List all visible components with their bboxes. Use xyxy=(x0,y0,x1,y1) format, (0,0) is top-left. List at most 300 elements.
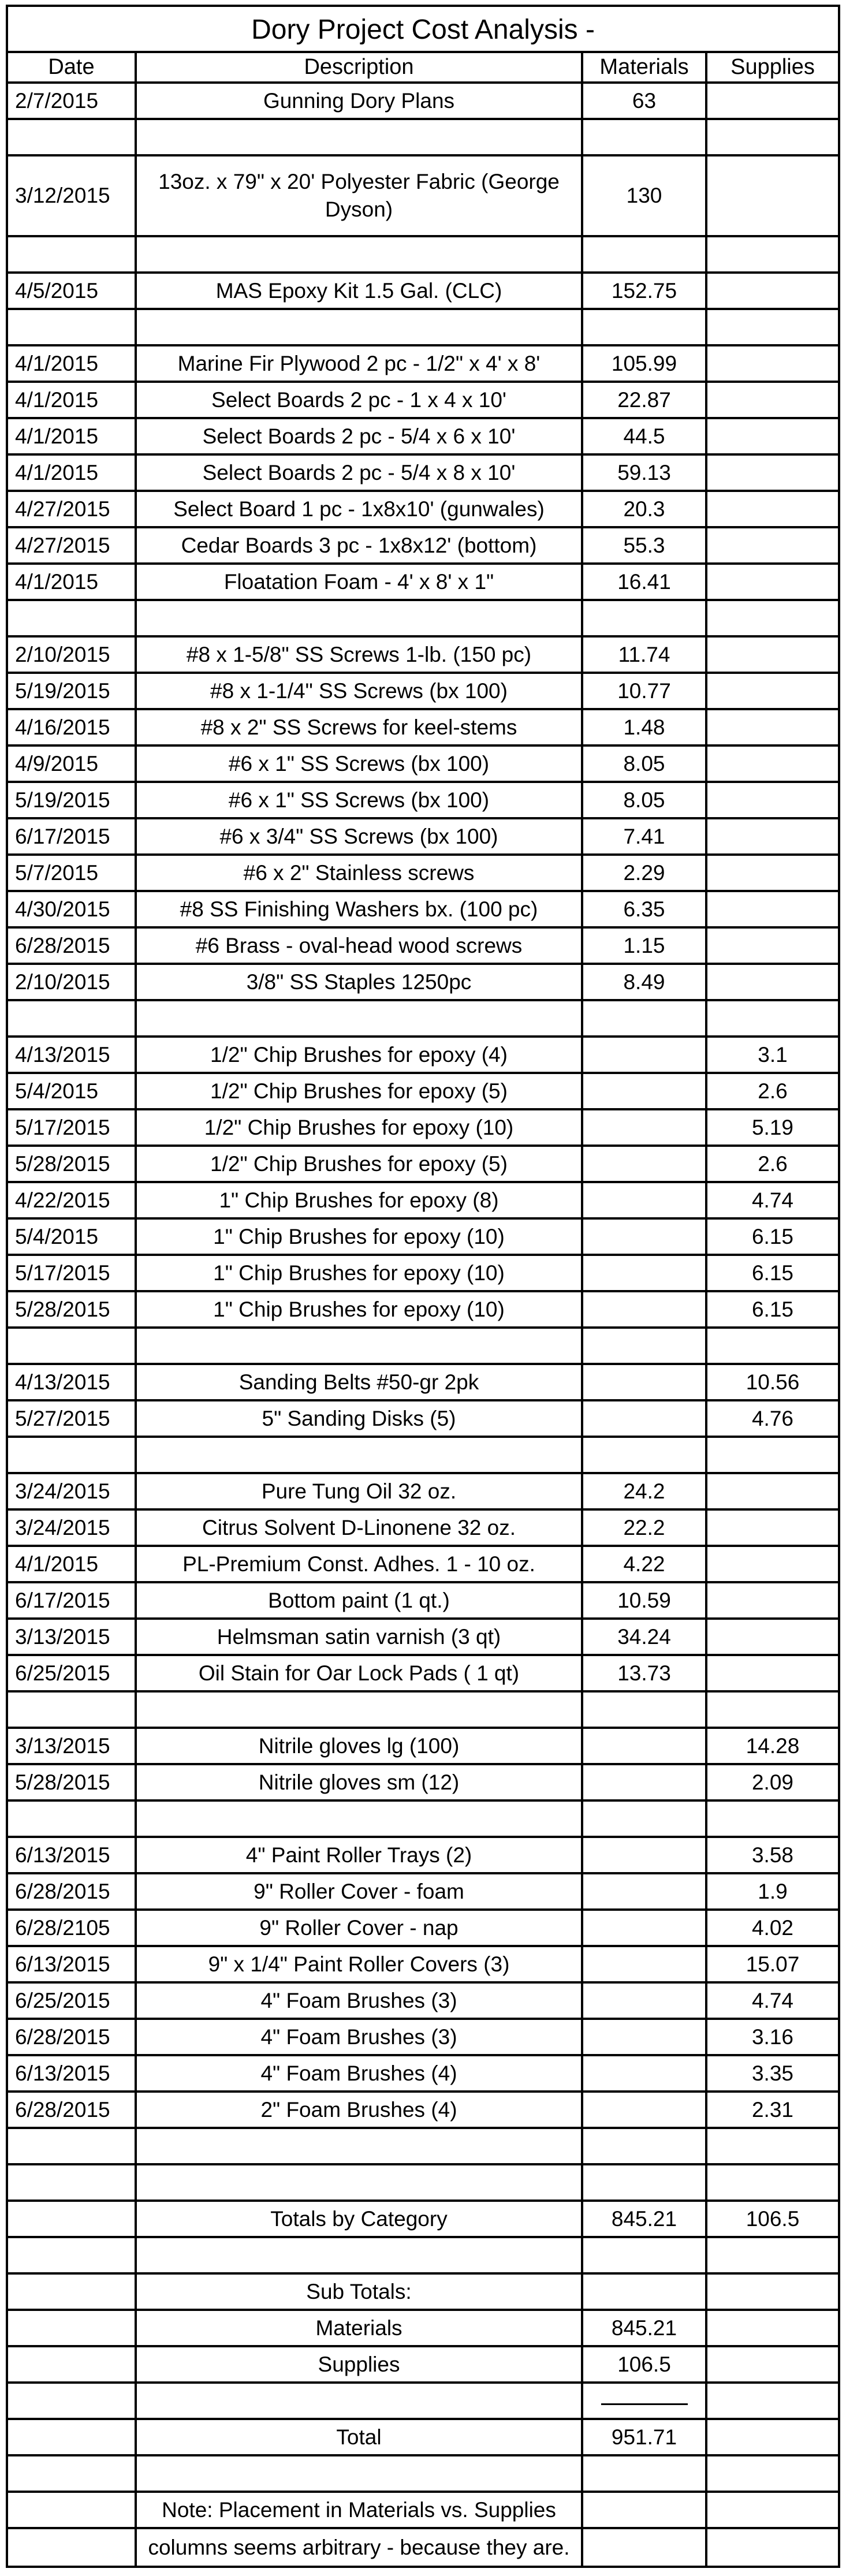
description-cell: #8 x 1-1/4" SS Screws (bx 100) xyxy=(137,674,583,708)
materials-cell: 55.3 xyxy=(583,528,707,562)
table-row xyxy=(8,1038,838,1074)
description-cell: Sub Totals: xyxy=(137,2275,583,2309)
date-cell: 5/17/2015 xyxy=(8,1256,137,1290)
table-row xyxy=(8,237,838,274)
supplies-cell: 14.28 xyxy=(746,1734,800,1758)
materials-cell: 1.48 xyxy=(583,710,707,744)
materials-cell xyxy=(583,2275,707,2309)
supplies-cell xyxy=(707,2238,838,2272)
table-row xyxy=(8,1874,838,1911)
table-row xyxy=(8,2420,838,2456)
description-cell: 1" Chip Brushes for epoxy (10) xyxy=(137,1220,583,1254)
supplies-cell: 4.76 xyxy=(751,1406,793,1430)
date-cell: 3/24/2015 xyxy=(8,1474,137,1508)
header-row xyxy=(8,53,838,84)
supplies-cell: 2.09 xyxy=(751,1770,793,1794)
description-cell: #6 x 3/4" SS Screws (bx 100) xyxy=(137,819,583,853)
supplies-cell xyxy=(707,892,838,926)
materials-cell: 8.05 xyxy=(583,747,707,781)
date-cell: 3/24/2015 xyxy=(8,1511,137,1545)
materials-cell xyxy=(583,1765,707,1799)
table-row xyxy=(8,1838,838,1874)
description-cell xyxy=(137,2456,583,2491)
description-cell: Select Boards 2 pc - 5/4 x 6 x 10' xyxy=(137,419,583,453)
description-cell: Gunning Dory Plans xyxy=(137,84,583,118)
table-row xyxy=(8,2020,838,2056)
table-row xyxy=(8,601,838,638)
table-row xyxy=(8,1183,838,1220)
date-cell: 5/4/2015 xyxy=(8,1220,137,1254)
supplies-cell xyxy=(707,1802,838,1836)
materials-cell: 10.77 xyxy=(583,674,707,708)
description-cell: Citrus Solvent D-Linonene 32 oz. xyxy=(137,1511,583,1545)
supplies-cell xyxy=(707,1547,838,1581)
table-row xyxy=(8,2129,838,2165)
table-row xyxy=(8,1947,838,1984)
supplies-cell xyxy=(707,1511,838,1545)
supplies-cell: 6.15 xyxy=(751,1261,793,1285)
description-cell: #8 SS Finishing Washers bx. (100 pc) xyxy=(137,892,583,926)
materials-cell xyxy=(583,120,707,154)
table-row xyxy=(8,1329,838,1365)
table-row xyxy=(8,2529,838,2566)
materials-cell xyxy=(583,2129,707,2163)
table-row xyxy=(8,1401,838,1438)
materials-cell xyxy=(583,2020,707,2054)
description-cell: 1/2" Chip Brushes for epoxy (4) xyxy=(137,1038,583,1072)
date-cell: 5/28/2015 xyxy=(8,1147,137,1181)
date-cell: 2/10/2015 xyxy=(8,965,137,999)
materials-cell: 106.5 xyxy=(583,2347,707,2381)
materials-cell xyxy=(583,1001,707,1035)
supplies-cell xyxy=(707,383,838,417)
supplies-cell xyxy=(707,601,838,635)
table-row xyxy=(8,2275,838,2311)
supplies-cell xyxy=(707,156,838,235)
date-cell: 5/17/2015 xyxy=(8,1110,137,1145)
materials-cell xyxy=(583,1365,707,1399)
date-cell: 4/22/2015 xyxy=(8,1183,137,1217)
supplies-cell: 4.74 xyxy=(751,1988,793,2012)
date-cell xyxy=(8,2493,137,2527)
materials-cell: 59.13 xyxy=(583,456,707,490)
description-cell: 5" Sanding Disks (5) xyxy=(137,1401,583,1436)
materials-cell xyxy=(583,1838,707,1872)
table-row xyxy=(8,1292,838,1329)
date-cell: 3/13/2015 xyxy=(8,1620,137,1654)
supplies-cell xyxy=(707,1438,838,1472)
description-cell xyxy=(137,2238,583,2272)
supplies-cell xyxy=(707,120,838,154)
materials-cell xyxy=(583,2093,707,2127)
table-row xyxy=(8,1220,838,1256)
supplies-cell xyxy=(707,856,838,890)
materials-cell xyxy=(583,1984,707,2018)
table-row xyxy=(8,856,838,892)
description-cell: MAS Epoxy Kit 1.5 Gal. (CLC) xyxy=(137,274,583,308)
description-cell: Helmsman satin varnish (3 qt) xyxy=(137,1620,583,1654)
materials-cell xyxy=(583,2456,707,2491)
date-cell xyxy=(8,2384,137,2418)
materials-cell: 24.2 xyxy=(583,1474,707,1508)
date-cell: 5/7/2015 xyxy=(8,856,137,890)
description-cell: 9" x 1/4" Paint Roller Covers (3) xyxy=(137,1947,583,1981)
description-cell: #8 x 2" SS Screws for keel-stems xyxy=(137,710,583,744)
table-row xyxy=(8,1911,838,1947)
description-cell: 3/8" SS Staples 1250pc xyxy=(137,965,583,999)
description-cell: 4" Foam Brushes (3) xyxy=(137,2020,583,2054)
date-cell xyxy=(8,2456,137,2491)
date-cell: 6/25/2015 xyxy=(8,1656,137,1690)
description-cell: Select Boards 2 pc - 1 x 4 x 10' xyxy=(137,383,583,417)
supplies-cell xyxy=(707,310,838,344)
supplies-cell xyxy=(707,528,838,562)
table-row xyxy=(8,2456,838,2493)
supplies-cell xyxy=(707,2347,838,2381)
description-cell: #8 x 1-5/8" SS Screws 1-lb. (150 pc) xyxy=(137,638,583,672)
supplies-cell: 4.74 xyxy=(751,1188,793,1212)
date-cell: 5/19/2015 xyxy=(8,674,137,708)
table-row xyxy=(8,383,838,419)
description-cell: 1" Chip Brushes for epoxy (10) xyxy=(137,1256,583,1290)
date-cell xyxy=(8,310,137,344)
date-cell: 6/13/2015 xyxy=(8,2056,137,2090)
date-cell: 3/12/2015 xyxy=(8,156,137,235)
materials-cell xyxy=(583,2493,707,2527)
date-cell xyxy=(8,1001,137,1035)
description-cell: Nitrile gloves sm (12) xyxy=(137,1765,583,1799)
description-cell: 4" Foam Brushes (4) xyxy=(137,2056,583,2090)
date-cell xyxy=(8,1693,137,1727)
materials-cell xyxy=(583,1947,707,1981)
materials-cell xyxy=(583,1329,707,1363)
supplies-cell xyxy=(707,929,838,963)
table-row xyxy=(8,2056,838,2093)
header-materials: Materials xyxy=(583,53,707,81)
table-row xyxy=(8,638,838,674)
date-cell: 4/1/2015 xyxy=(8,565,137,599)
supplies-cell xyxy=(707,419,838,453)
date-cell: 4/1/2015 xyxy=(8,419,137,453)
table-row xyxy=(8,1620,838,1656)
table-row xyxy=(8,2165,838,2202)
supplies-cell xyxy=(707,1583,838,1617)
materials-cell xyxy=(583,1147,707,1181)
date-cell xyxy=(8,601,137,635)
table-row xyxy=(8,965,838,1001)
description-cell xyxy=(137,2165,583,2200)
description-cell: Sanding Belts #50-gr 2pk xyxy=(137,1365,583,1399)
sum-underline xyxy=(601,2403,688,2405)
supplies-cell xyxy=(707,2129,838,2163)
date-cell: 4/1/2015 xyxy=(8,346,137,381)
table-row xyxy=(8,346,838,383)
date-cell: 2/10/2015 xyxy=(8,638,137,672)
date-cell: 6/17/2015 xyxy=(8,1583,137,1617)
description-cell: Cedar Boards 3 pc - 1x8x12' (bottom) xyxy=(137,528,583,562)
materials-cell xyxy=(583,1911,707,1945)
materials-cell: 63 xyxy=(583,84,707,118)
supplies-cell xyxy=(707,1329,838,1363)
materials-cell xyxy=(583,1693,707,1727)
table-row xyxy=(8,565,838,601)
table-row xyxy=(8,492,838,528)
supplies-cell xyxy=(707,237,838,271)
date-cell xyxy=(8,2165,137,2200)
table-row xyxy=(8,1984,838,2020)
date-cell: 4/1/2015 xyxy=(8,1547,137,1581)
supplies-cell xyxy=(707,456,838,490)
table-row xyxy=(8,1110,838,1147)
supplies-cell: 1.9 xyxy=(758,1879,788,1903)
materials-cell xyxy=(583,1438,707,1472)
description-cell: 13oz. x 79" x 20' Polyester Fabric (George Dyson) xyxy=(137,156,583,235)
table-row xyxy=(8,2238,838,2275)
date-cell xyxy=(8,1802,137,1836)
materials-cell: 845.21 xyxy=(583,2202,707,2236)
supplies-cell: 10.56 xyxy=(746,1370,800,1394)
date-cell: 5/4/2015 xyxy=(8,1074,137,1108)
table-row xyxy=(8,2493,838,2529)
description-cell: Floatation Foam - 4' x 8' x 1" xyxy=(137,565,583,599)
date-cell: 5/19/2015 xyxy=(8,783,137,817)
materials-cell: 951.71 xyxy=(583,2420,707,2454)
description-cell xyxy=(137,310,583,344)
date-cell xyxy=(8,2311,137,2345)
description-cell: 9" Roller Cover - foam xyxy=(137,1874,583,1908)
table-row xyxy=(8,929,838,965)
supplies-cell xyxy=(707,2384,838,2418)
description-cell: Select Board 1 pc - 1x8x10' (gunwales) xyxy=(137,492,583,526)
supplies-cell: 6.15 xyxy=(751,1297,793,1321)
table-row xyxy=(8,528,838,565)
supplies-cell xyxy=(707,638,838,672)
date-cell: 4/13/2015 xyxy=(8,1038,137,1072)
table-row xyxy=(8,710,838,747)
supplies-cell xyxy=(707,274,838,308)
table-row xyxy=(8,1656,838,1693)
table-row xyxy=(8,1256,838,1292)
date-cell: 5/28/2015 xyxy=(8,1765,137,1799)
description-cell: 1/2" Chip Brushes for epoxy (5) xyxy=(137,1074,583,1108)
materials-cell: 44.5 xyxy=(583,419,707,453)
materials-cell: 152.75 xyxy=(583,274,707,308)
description-cell: Note: Placement in Materials vs. Supplies xyxy=(137,2493,583,2527)
date-cell: 6/28/2015 xyxy=(8,1874,137,1908)
cost-analysis-sheet xyxy=(6,5,840,2568)
date-cell: 6/28/2105 xyxy=(8,1911,137,1945)
date-cell xyxy=(8,1329,137,1363)
table-row xyxy=(8,892,838,929)
supplies-cell: 4.02 xyxy=(751,1915,793,1940)
materials-cell: 34.24 xyxy=(583,1620,707,1654)
table-row xyxy=(8,819,838,856)
description-cell xyxy=(137,237,583,271)
date-cell xyxy=(8,2129,137,2163)
materials-cell: 10.59 xyxy=(583,1583,707,1617)
description-cell: 9" Roller Cover - nap xyxy=(137,1911,583,1945)
description-cell: 1" Chip Brushes for epoxy (8) xyxy=(137,1183,583,1217)
description-cell: Nitrile gloves lg (100) xyxy=(137,1729,583,1763)
supplies-cell: 3.16 xyxy=(751,2025,793,2049)
description-cell xyxy=(137,1001,583,1035)
description-cell xyxy=(137,1329,583,1363)
materials-cell xyxy=(583,1292,707,1326)
date-cell: 4/16/2015 xyxy=(8,710,137,744)
table-row xyxy=(8,1147,838,1183)
table-row xyxy=(8,120,838,156)
supplies-cell xyxy=(707,2493,838,2527)
description-cell: 1" Chip Brushes for epoxy (10) xyxy=(137,1292,583,1326)
materials-cell xyxy=(583,1874,707,1908)
date-cell: 4/13/2015 xyxy=(8,1365,137,1399)
supplies-cell xyxy=(707,710,838,744)
materials-cell: 2.29 xyxy=(583,856,707,890)
supplies-cell xyxy=(707,1693,838,1727)
table-row xyxy=(8,1583,838,1620)
table-row xyxy=(8,2384,838,2420)
materials-cell xyxy=(583,1110,707,1145)
table-row xyxy=(8,419,838,456)
supplies-cell: 2.31 xyxy=(751,2097,793,2122)
table-row xyxy=(8,1511,838,1547)
date-cell: 2/7/2015 xyxy=(8,84,137,118)
sheet-title: Dory Project Cost Analysis - xyxy=(8,7,838,53)
supplies-cell xyxy=(707,1001,838,1035)
description-cell: Total xyxy=(137,2420,583,2454)
materials-cell: 22.87 xyxy=(583,383,707,417)
supplies-cell xyxy=(707,965,838,999)
supplies-cell xyxy=(707,819,838,853)
supplies-cell xyxy=(707,2529,838,2566)
materials-cell: 1.15 xyxy=(583,929,707,963)
date-cell: 4/27/2015 xyxy=(8,492,137,526)
date-cell: 4/27/2015 xyxy=(8,528,137,562)
description-cell: Marine Fir Plywood 2 pc - 1/2" x 4' x 8' xyxy=(137,346,583,381)
supplies-cell: 5.19 xyxy=(751,1115,793,1139)
description-cell: 1/2" Chip Brushes for epoxy (10) xyxy=(137,1110,583,1145)
materials-cell xyxy=(583,1074,707,1108)
date-cell xyxy=(8,1438,137,1472)
date-cell xyxy=(8,237,137,271)
supplies-cell xyxy=(707,346,838,381)
supplies-cell xyxy=(707,565,838,599)
supplies-cell: 3.58 xyxy=(751,1843,793,1867)
table-row xyxy=(8,2093,838,2129)
date-cell: 6/28/2015 xyxy=(8,2093,137,2127)
table-row xyxy=(8,1001,838,1038)
description-cell: Oil Stain for Oar Lock Pads ( 1 qt) xyxy=(137,1656,583,1690)
date-cell: 6/28/2015 xyxy=(8,929,137,963)
supplies-cell: 2.6 xyxy=(758,1079,788,1103)
materials-cell xyxy=(583,1220,707,1254)
table-row xyxy=(8,1729,838,1765)
date-cell: 4/30/2015 xyxy=(8,892,137,926)
materials-cell: 16.41 xyxy=(583,565,707,599)
date-cell xyxy=(8,2202,137,2236)
supplies-cell: 3.35 xyxy=(751,2061,793,2085)
date-cell: 6/28/2015 xyxy=(8,2020,137,2054)
description-cell: columns seems arbitrary - because they are. xyxy=(137,2529,583,2566)
table-row xyxy=(8,783,838,819)
table-body xyxy=(8,84,838,2566)
supplies-cell xyxy=(707,1656,838,1690)
description-cell: #6 x 1" SS Screws (bx 100) xyxy=(137,783,583,817)
materials-cell: 7.41 xyxy=(583,819,707,853)
materials-cell: 13.73 xyxy=(583,1656,707,1690)
description-cell xyxy=(137,601,583,635)
materials-cell: 8.49 xyxy=(583,965,707,999)
materials-cell: 22.2 xyxy=(583,1511,707,1545)
supplies-cell: 6.15 xyxy=(751,1224,793,1248)
materials-cell xyxy=(583,310,707,344)
materials-cell: 130 xyxy=(583,156,707,235)
date-cell: 4/5/2015 xyxy=(8,274,137,308)
materials-cell: 20.3 xyxy=(583,492,707,526)
description-cell xyxy=(137,1802,583,1836)
table-row xyxy=(8,456,838,492)
materials-cell: 845.21 xyxy=(583,2311,707,2345)
description-cell: 1/2" Chip Brushes for epoxy (5) xyxy=(137,1147,583,1181)
supplies-cell: 15.07 xyxy=(746,1952,800,1976)
supplies-cell: 2.6 xyxy=(758,1151,788,1176)
table-row xyxy=(8,2347,838,2384)
date-cell: 6/17/2015 xyxy=(8,819,137,853)
materials-cell: 4.22 xyxy=(583,1547,707,1581)
table-row xyxy=(8,1547,838,1583)
materials-cell xyxy=(583,237,707,271)
description-cell xyxy=(137,1438,583,1472)
materials-cell xyxy=(583,601,707,635)
date-cell xyxy=(8,2275,137,2309)
table-row xyxy=(8,84,838,120)
materials-cell xyxy=(583,2529,707,2566)
supplies-cell xyxy=(707,2311,838,2345)
description-cell xyxy=(137,1693,583,1727)
materials-cell xyxy=(583,1802,707,1836)
materials-cell xyxy=(583,2238,707,2272)
date-cell xyxy=(8,2420,137,2454)
date-cell: 6/13/2015 xyxy=(8,1947,137,1981)
materials-cell: 8.05 xyxy=(583,783,707,817)
materials-cell: 6.35 xyxy=(583,892,707,926)
description-cell xyxy=(137,2384,583,2418)
supplies-cell xyxy=(707,2456,838,2491)
description-cell: Materials xyxy=(137,2311,583,2345)
table-row xyxy=(8,1474,838,1511)
table-row xyxy=(8,2311,838,2347)
supplies-cell xyxy=(707,674,838,708)
date-cell xyxy=(8,2347,137,2381)
header-supplies: Supplies xyxy=(731,55,815,79)
description-cell xyxy=(137,2129,583,2163)
description-cell: 2" Foam Brushes (4) xyxy=(137,2093,583,2127)
materials-cell xyxy=(583,2384,707,2418)
description-cell: Supplies xyxy=(137,2347,583,2381)
supplies-cell xyxy=(707,1620,838,1654)
materials-cell: 11.74 xyxy=(583,638,707,672)
materials-cell xyxy=(583,2165,707,2200)
description-cell xyxy=(137,120,583,154)
table-row xyxy=(8,310,838,346)
materials-cell xyxy=(583,1038,707,1072)
supplies-cell xyxy=(707,1474,838,1508)
table-row xyxy=(8,674,838,710)
date-cell: 4/1/2015 xyxy=(8,456,137,490)
table-row xyxy=(8,1074,838,1110)
materials-cell xyxy=(583,1401,707,1436)
supplies-cell xyxy=(707,2275,838,2309)
